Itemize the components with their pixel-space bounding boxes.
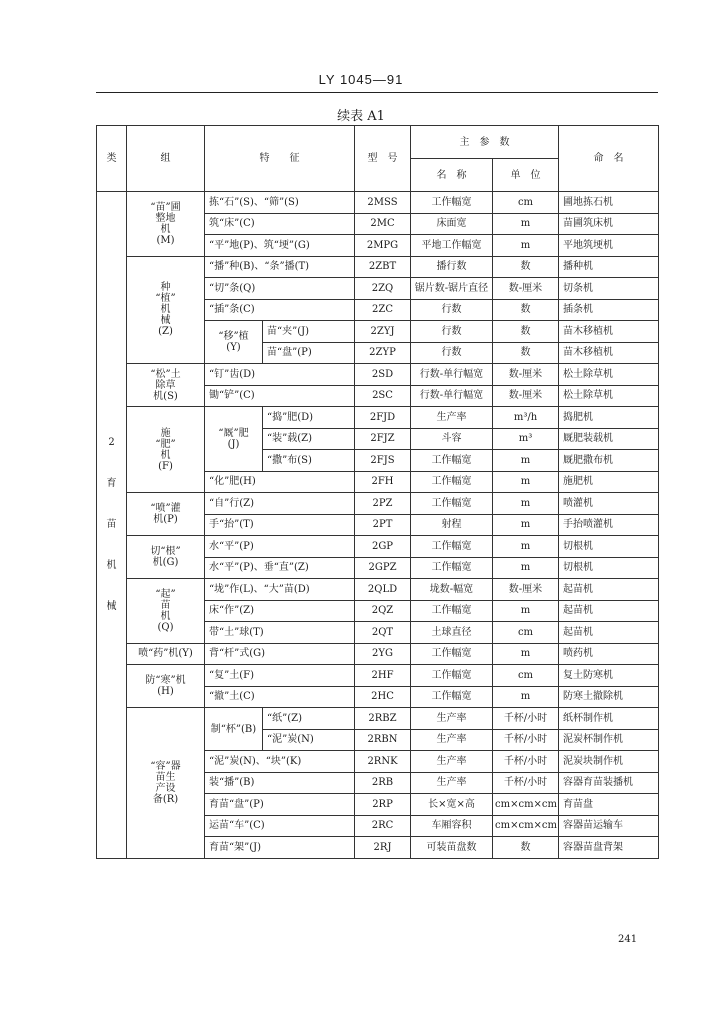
naming-cell: 平地筑埂机 bbox=[559, 235, 659, 257]
category-char: 机 bbox=[106, 560, 117, 572]
feature-cell: “泥”炭(N) bbox=[263, 729, 355, 751]
feature-cell: “垅”作(L)、“大”苗(D) bbox=[205, 579, 355, 601]
group-label-line: “起” bbox=[155, 588, 176, 600]
group-label-line: (M) bbox=[156, 234, 175, 246]
naming-cell: 苗圃筑床机 bbox=[559, 213, 659, 235]
group-label-line: “肥” bbox=[155, 438, 176, 450]
param-name-cell: 行数-单行幅宽 bbox=[411, 364, 493, 386]
model-cell: 2HF bbox=[355, 665, 411, 687]
feature-cell: “插”条(C) bbox=[205, 299, 355, 321]
param-name-cell: 车厢容积 bbox=[411, 815, 493, 837]
feature-cell: “自”行(Z) bbox=[205, 493, 355, 515]
param-name-cell: 垅数-幅宽 bbox=[411, 579, 493, 601]
naming-cell: 切条机 bbox=[559, 278, 659, 300]
param-unit-cell: 数-厘米 bbox=[493, 278, 559, 300]
feature-cell: 背“杆”式(G) bbox=[205, 643, 355, 665]
param-unit-cell: 数-厘米 bbox=[493, 385, 559, 407]
param-name-cell: 斗容 bbox=[411, 428, 493, 450]
model-cell: 2FJD bbox=[355, 407, 411, 429]
model-cell: 2SD bbox=[355, 364, 411, 386]
param-name-cell: 工作幅宽 bbox=[411, 450, 493, 472]
group-cell bbox=[127, 579, 205, 644]
group-label-line: 除草 bbox=[155, 379, 176, 391]
feature-cell: “化”肥(H) bbox=[205, 471, 355, 493]
param-name-cell: 生产率 bbox=[411, 708, 493, 730]
model-cell: 2ZBT bbox=[355, 256, 411, 278]
subfeature-transplant bbox=[205, 321, 263, 364]
table-subtitle: 续表 A1 bbox=[337, 109, 385, 124]
model-cell: 2RBZ bbox=[355, 708, 411, 730]
group-label-line: 械 bbox=[160, 315, 171, 327]
model-cell: 2ZC bbox=[355, 299, 411, 321]
group-label-line: 机 bbox=[160, 304, 171, 316]
group-label-line: “苗”圃 bbox=[150, 201, 181, 213]
feature-cell: 手“抬”(T) bbox=[205, 514, 355, 536]
feature-cell: “复”土(F) bbox=[205, 665, 355, 687]
param-unit-cell: cm×cm×cm bbox=[493, 815, 559, 837]
feature-cell: 育苗“架”(J) bbox=[205, 837, 355, 859]
group-label-line: “植” bbox=[155, 293, 176, 305]
group-label-line: 切“根” bbox=[150, 546, 181, 557]
param-unit-cell: m bbox=[493, 600, 559, 622]
group-cell bbox=[127, 407, 205, 493]
group-label-line: “移”植 bbox=[218, 331, 249, 342]
table-row bbox=[97, 493, 659, 515]
naming-cell: 施肥机 bbox=[559, 471, 659, 493]
param-name-cell: 生产率 bbox=[411, 772, 493, 794]
feature-cell: “钉”齿(D) bbox=[205, 364, 355, 386]
group-label-line: 整地 bbox=[155, 212, 176, 224]
param-name-cell: 工作幅宽 bbox=[411, 665, 493, 687]
feature-cell: “撒”布(S) bbox=[263, 450, 355, 472]
param-unit-cell: cm bbox=[493, 622, 559, 644]
feature-cell: “撤”土(C) bbox=[205, 686, 355, 708]
group-label-line: 施 bbox=[160, 427, 171, 439]
group-cell bbox=[127, 493, 205, 536]
group-cell bbox=[127, 536, 205, 579]
model-cell: 2FJS bbox=[355, 450, 411, 472]
model-cell: 2RP bbox=[355, 794, 411, 816]
feature-cell: 锄“铲”(C) bbox=[205, 385, 355, 407]
feature-cell: “播”种(B)、“条”播(T) bbox=[205, 256, 355, 278]
param-unit-cell: m bbox=[493, 643, 559, 665]
group-label-line: 防“寒”机 bbox=[145, 675, 186, 686]
page-number: 241 bbox=[618, 934, 638, 945]
naming-cell: 纸杯制作机 bbox=[559, 708, 659, 730]
group-label-line: 备(R) bbox=[152, 793, 179, 805]
col-category: 类 bbox=[97, 126, 127, 192]
param-unit-cell: m bbox=[493, 536, 559, 558]
param-name-cell: 工作幅宽 bbox=[411, 493, 493, 515]
group-cell bbox=[127, 256, 205, 364]
category-char: 育 bbox=[106, 478, 117, 490]
naming-cell: 容器苗运输车 bbox=[559, 815, 659, 837]
param-name-cell: 工作幅宽 bbox=[411, 557, 493, 579]
group-label-line: 机(P) bbox=[153, 514, 178, 525]
feature-cell: “切”条(Q) bbox=[205, 278, 355, 300]
col-model: 型 号 bbox=[355, 126, 411, 192]
group-label-line: (Q) bbox=[157, 621, 174, 633]
feature-cell: 带“土”球(T) bbox=[205, 622, 355, 644]
group-cell bbox=[127, 665, 205, 708]
param-unit-cell: 数 bbox=[493, 837, 559, 859]
model-cell: 2QZ bbox=[355, 600, 411, 622]
category-char: 苗 bbox=[106, 519, 117, 531]
param-unit-cell: m³/h bbox=[493, 407, 559, 429]
naming-cell: 苗木移植机 bbox=[559, 321, 659, 343]
param-unit-cell: 数 bbox=[493, 256, 559, 278]
model-cell: 2GP bbox=[355, 536, 411, 558]
naming-cell: 手抬喷灌机 bbox=[559, 514, 659, 536]
param-unit-cell: 数-厘米 bbox=[493, 579, 559, 601]
table-row bbox=[97, 192, 659, 214]
param-name-cell: 播行数 bbox=[411, 256, 493, 278]
naming-cell: 苗木移植机 bbox=[559, 342, 659, 364]
param-unit-cell: cm bbox=[493, 665, 559, 687]
table-row bbox=[97, 364, 659, 386]
group-label-line: (J) bbox=[227, 438, 240, 450]
param-unit-cell: m bbox=[493, 493, 559, 515]
model-cell: 2RJ bbox=[355, 837, 411, 859]
model-cell: 2FH bbox=[355, 471, 411, 493]
group-cell bbox=[127, 364, 205, 407]
feature-cell: 苗“夹”(J) bbox=[263, 321, 355, 343]
param-unit-cell: 数 bbox=[493, 342, 559, 364]
param-name-cell: 可装苗盘数 bbox=[411, 837, 493, 859]
group-label-line: (Y) bbox=[226, 342, 241, 353]
group-label-line: “容”器 bbox=[150, 760, 181, 772]
col-main-params: 主 参 数 bbox=[411, 126, 559, 159]
param-name-cell: 射程 bbox=[411, 514, 493, 536]
naming-cell: 松土除草机 bbox=[559, 385, 659, 407]
group-label-line: 种 bbox=[160, 282, 171, 294]
subfeature-manure bbox=[205, 407, 263, 472]
header-rule bbox=[96, 92, 658, 93]
model-cell: 2RC bbox=[355, 815, 411, 837]
group-cell bbox=[127, 708, 205, 859]
naming-cell: 复土防寒机 bbox=[559, 665, 659, 687]
param-unit-cell: 千杯/小时 bbox=[493, 751, 559, 773]
group-label-line: 机 bbox=[160, 610, 171, 622]
group-label-line: 机 bbox=[160, 223, 171, 235]
feature-cell: 运苗“车”(C) bbox=[205, 815, 355, 837]
feature-cell: “装”载(Z) bbox=[263, 428, 355, 450]
naming-cell: 喷药机 bbox=[559, 643, 659, 665]
naming-cell: 厩肥装载机 bbox=[559, 428, 659, 450]
group-label-line: “喷”灌 bbox=[150, 503, 181, 514]
feature-cell: 拣“石”(S)、“筛”(S) bbox=[205, 192, 355, 214]
model-cell: 2ZYJ bbox=[355, 321, 411, 343]
param-unit-cell: cm bbox=[493, 192, 559, 214]
naming-cell: 捣肥机 bbox=[559, 407, 659, 429]
naming-cell: 插条机 bbox=[559, 299, 659, 321]
naming-cell: 容器苗盘背架 bbox=[559, 837, 659, 859]
param-name-cell: 生产率 bbox=[411, 729, 493, 751]
category-number: 2 bbox=[108, 437, 115, 449]
param-unit-cell: m bbox=[493, 235, 559, 257]
group-label-line: 机(G) bbox=[152, 557, 179, 568]
param-name-cell: 土球直径 bbox=[411, 622, 493, 644]
model-cell: 2SC bbox=[355, 385, 411, 407]
param-unit-cell: 千杯/小时 bbox=[493, 772, 559, 794]
feature-cell: 苗“盘”(P) bbox=[263, 342, 355, 364]
model-cell: 2ZYP bbox=[355, 342, 411, 364]
group-label-line: 苗 bbox=[160, 599, 171, 611]
param-unit-cell: m³ bbox=[493, 428, 559, 450]
group-label-line: 机 bbox=[160, 449, 171, 461]
param-name-cell: 床面宽 bbox=[411, 213, 493, 235]
naming-cell: 播种机 bbox=[559, 256, 659, 278]
col-param-unit: 单 位 bbox=[493, 159, 559, 192]
param-unit-cell: m bbox=[493, 557, 559, 579]
model-cell: 2MC bbox=[355, 213, 411, 235]
feature-cell: “纸”(Z) bbox=[263, 708, 355, 730]
naming-cell: 起苗机 bbox=[559, 600, 659, 622]
table-row bbox=[97, 256, 659, 278]
param-name-cell: 锯片数-锯片直径 bbox=[411, 278, 493, 300]
group-label-line: 产设 bbox=[155, 782, 176, 794]
model-cell: 2RBN bbox=[355, 729, 411, 751]
param-unit-cell: 数-厘米 bbox=[493, 364, 559, 386]
param-name-cell: 平地工作幅宽 bbox=[411, 235, 493, 257]
feature-cell: “泥”炭(N)、“块”(K) bbox=[205, 751, 355, 773]
feature-cell: 筑“床”(C) bbox=[205, 213, 355, 235]
param-name-cell: 行数 bbox=[411, 342, 493, 364]
naming-cell: 喷灌机 bbox=[559, 493, 659, 515]
col-naming: 命 名 bbox=[559, 126, 659, 192]
feature-cell: “捣”肥(D) bbox=[263, 407, 355, 429]
table-row bbox=[97, 665, 659, 687]
model-cell: 2PZ bbox=[355, 493, 411, 515]
param-unit-cell: m bbox=[493, 514, 559, 536]
category-char: 械 bbox=[106, 601, 117, 613]
group-cell bbox=[127, 192, 205, 257]
group-label-line: (F) bbox=[158, 460, 173, 472]
machinery-table bbox=[96, 125, 659, 859]
naming-cell: 圃地拣石机 bbox=[559, 192, 659, 214]
model-cell: 2GPZ bbox=[355, 557, 411, 579]
group-cell bbox=[127, 643, 205, 665]
param-unit-cell: 数 bbox=[493, 321, 559, 343]
feature-cell: 床“作”(Z) bbox=[205, 600, 355, 622]
table-row bbox=[97, 407, 659, 429]
group-label-line: (H) bbox=[157, 686, 174, 697]
model-cell: 2FJZ bbox=[355, 428, 411, 450]
param-name-cell: 行数-单行幅宽 bbox=[411, 385, 493, 407]
naming-cell: 切根机 bbox=[559, 557, 659, 579]
category-cell bbox=[97, 192, 127, 859]
group-label-line: 机(S) bbox=[153, 390, 178, 402]
model-cell: 2MPG bbox=[355, 235, 411, 257]
model-cell: 2RNK bbox=[355, 751, 411, 773]
naming-cell: 起苗机 bbox=[559, 579, 659, 601]
group-label-line: 苗生 bbox=[155, 771, 176, 783]
param-unit-cell: m bbox=[493, 686, 559, 708]
model-cell: 2HC bbox=[355, 686, 411, 708]
param-name-cell: 生产率 bbox=[411, 751, 493, 773]
table-row bbox=[97, 708, 659, 730]
param-unit-cell: 数 bbox=[493, 299, 559, 321]
naming-cell: 防寒土撤除机 bbox=[559, 686, 659, 708]
feature-cell: 育苗“盘”(P) bbox=[205, 794, 355, 816]
model-cell: 2RB bbox=[355, 772, 411, 794]
param-unit-cell: cm×cm×cm bbox=[493, 794, 559, 816]
table-row bbox=[97, 536, 659, 558]
param-name-cell: 生产率 bbox=[411, 407, 493, 429]
naming-cell: 切根机 bbox=[559, 536, 659, 558]
naming-cell: 泥炭杯制作机 bbox=[559, 729, 659, 751]
table-row bbox=[97, 643, 659, 665]
group-label-line: “松”土 bbox=[150, 368, 181, 380]
feature-cell: “平”地(P)、筑“埂”(G) bbox=[205, 235, 355, 257]
param-unit-cell: 千杯/小时 bbox=[493, 729, 559, 751]
naming-cell: 容器育苗装播机 bbox=[559, 772, 659, 794]
subfeature-cup: 制“杯”(B) bbox=[205, 708, 263, 751]
table-row bbox=[97, 579, 659, 601]
param-name-cell: 工作幅宽 bbox=[411, 192, 493, 214]
param-name-cell: 工作幅宽 bbox=[411, 471, 493, 493]
col-param-name: 名 称 bbox=[411, 159, 493, 192]
param-unit-cell: 千杯/小时 bbox=[493, 708, 559, 730]
param-name-cell: 工作幅宽 bbox=[411, 686, 493, 708]
naming-cell: 泥炭块制作机 bbox=[559, 751, 659, 773]
param-name-cell: 工作幅宽 bbox=[411, 643, 493, 665]
param-name-cell: 工作幅宽 bbox=[411, 536, 493, 558]
col-feature: 特 征 bbox=[205, 126, 355, 192]
model-cell: 2QLD bbox=[355, 579, 411, 601]
model-cell: 2MSS bbox=[355, 192, 411, 214]
naming-cell: 厩肥撒布机 bbox=[559, 450, 659, 472]
param-name-cell: 行数 bbox=[411, 299, 493, 321]
standard-code: LY 1045—91 bbox=[318, 72, 404, 87]
param-unit-cell: m bbox=[493, 450, 559, 472]
feature-cell: 水“平”(P) bbox=[205, 536, 355, 558]
naming-cell: 起苗机 bbox=[559, 622, 659, 644]
param-unit-cell: m bbox=[493, 213, 559, 235]
group-label-line: (Z) bbox=[158, 326, 173, 338]
feature-cell: 水“平”(P)、垂“直”(Z) bbox=[205, 557, 355, 579]
naming-cell: 松土除草机 bbox=[559, 364, 659, 386]
param-unit-cell: m bbox=[493, 471, 559, 493]
model-cell: 2ZQ bbox=[355, 278, 411, 300]
param-name-cell: 工作幅宽 bbox=[411, 600, 493, 622]
feature-cell: 装“播”(B) bbox=[205, 772, 355, 794]
model-cell: 2YG bbox=[355, 643, 411, 665]
param-name-cell: 长×宽×高 bbox=[411, 794, 493, 816]
col-group: 组 bbox=[127, 126, 205, 192]
group-label-line: “厩”肥 bbox=[218, 427, 249, 439]
group-label-line: 喷“药”机(Y) bbox=[138, 648, 193, 660]
model-cell: 2PT bbox=[355, 514, 411, 536]
model-cell: 2QT bbox=[355, 622, 411, 644]
param-name-cell: 行数 bbox=[411, 321, 493, 343]
naming-cell: 育苗盘 bbox=[559, 794, 659, 816]
